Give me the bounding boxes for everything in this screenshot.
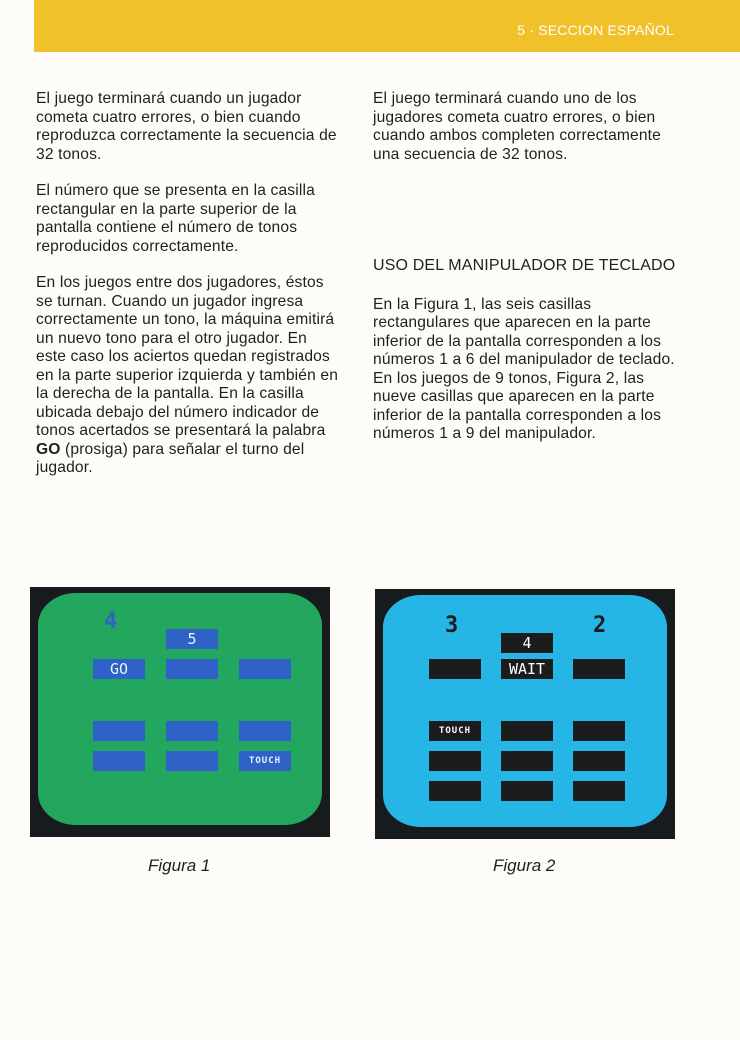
key-box — [573, 781, 625, 801]
paragraph-text: (prosiga) para señalar el turno del jugador. — [36, 440, 305, 476]
figure1-screen — [30, 587, 330, 837]
paragraph: El juego terminará cuando un jugador cometa cuatro errores, o bien cuando reproduzca correctamente la secuencia de 32 tonos. — [36, 90, 337, 163]
tone-count-box: 4 — [501, 633, 553, 653]
figure2-screen — [375, 589, 675, 839]
right-column — [373, 90, 678, 462]
section-title: 5 · SECCION ESPAÑOL — [517, 22, 674, 38]
paragraph-text: En los juegos entre dos jugadores, éstos se turnan. Cuando un jugador ingresa correctamente un tono, la máquina emitirá un nuevo tono para el otro jugador. En este caso los aciertos quedan registrados en la parte superior izquierda y también en la derecha de la pantalla. En la casilla ubicada debajo del número indicador de tonos acertados se presentará la palabra — [36, 274, 339, 439]
empty-box — [429, 659, 481, 679]
key-box — [429, 751, 481, 771]
go-word: GO — [36, 440, 61, 458]
figure1-crt — [38, 593, 322, 825]
spacer — [373, 182, 678, 257]
key-box — [501, 751, 553, 771]
left-column — [36, 90, 341, 496]
empty-box — [166, 659, 218, 679]
header-bar — [34, 0, 740, 52]
paragraph: En la Figura 1, las seis casillas rectangulares que aparecen en la parte inferior de la pantalla corresponden a los números 1 a 6 del manipulador de teclado. En los juegos de 9 tonos, Figura 2, las nueve casillas que aparecen en la parte inferior de la pantalla corresponden a los números 1 a 9 del manipulador. — [373, 295, 675, 442]
key-box — [573, 751, 625, 771]
key-box — [501, 721, 553, 741]
player-score: 4 — [104, 609, 118, 634]
left-score: 3 — [445, 613, 459, 638]
figure2-caption: Figura 2 — [493, 856, 556, 875]
key-box — [166, 721, 218, 741]
tone-count-box: 5 — [166, 629, 218, 649]
key-box — [93, 721, 145, 741]
touch-box: TOUCH — [429, 721, 481, 741]
touch-box: TOUCH — [239, 751, 291, 771]
paragraph: El número que se presenta en la casilla rectangular en la parte superior de la pantalla contiene el número de tonos reproducidos correctamente. — [36, 182, 315, 255]
key-box — [501, 781, 553, 801]
figure2-crt — [383, 595, 667, 827]
key-box — [429, 781, 481, 801]
paragraph-turns — [36, 274, 341, 478]
empty-box — [573, 659, 625, 679]
empty-box — [239, 659, 291, 679]
paragraph: El juego terminará cuando uno de los jugadores cometa cuatro errores, o bien cuando ambos completen correctamente una secuencia de 32 tonos. — [373, 90, 661, 163]
key-box — [239, 721, 291, 741]
wait-box: WAIT — [501, 659, 553, 679]
go-box: GO — [93, 659, 145, 679]
key-box — [166, 751, 218, 771]
figure1-caption: Figura 1 — [148, 856, 211, 875]
key-box — [573, 721, 625, 741]
key-box — [93, 751, 145, 771]
right-score: 2 — [593, 613, 607, 638]
section-heading: USO DEL MANIPULADOR DE TECLADO — [373, 257, 676, 274]
